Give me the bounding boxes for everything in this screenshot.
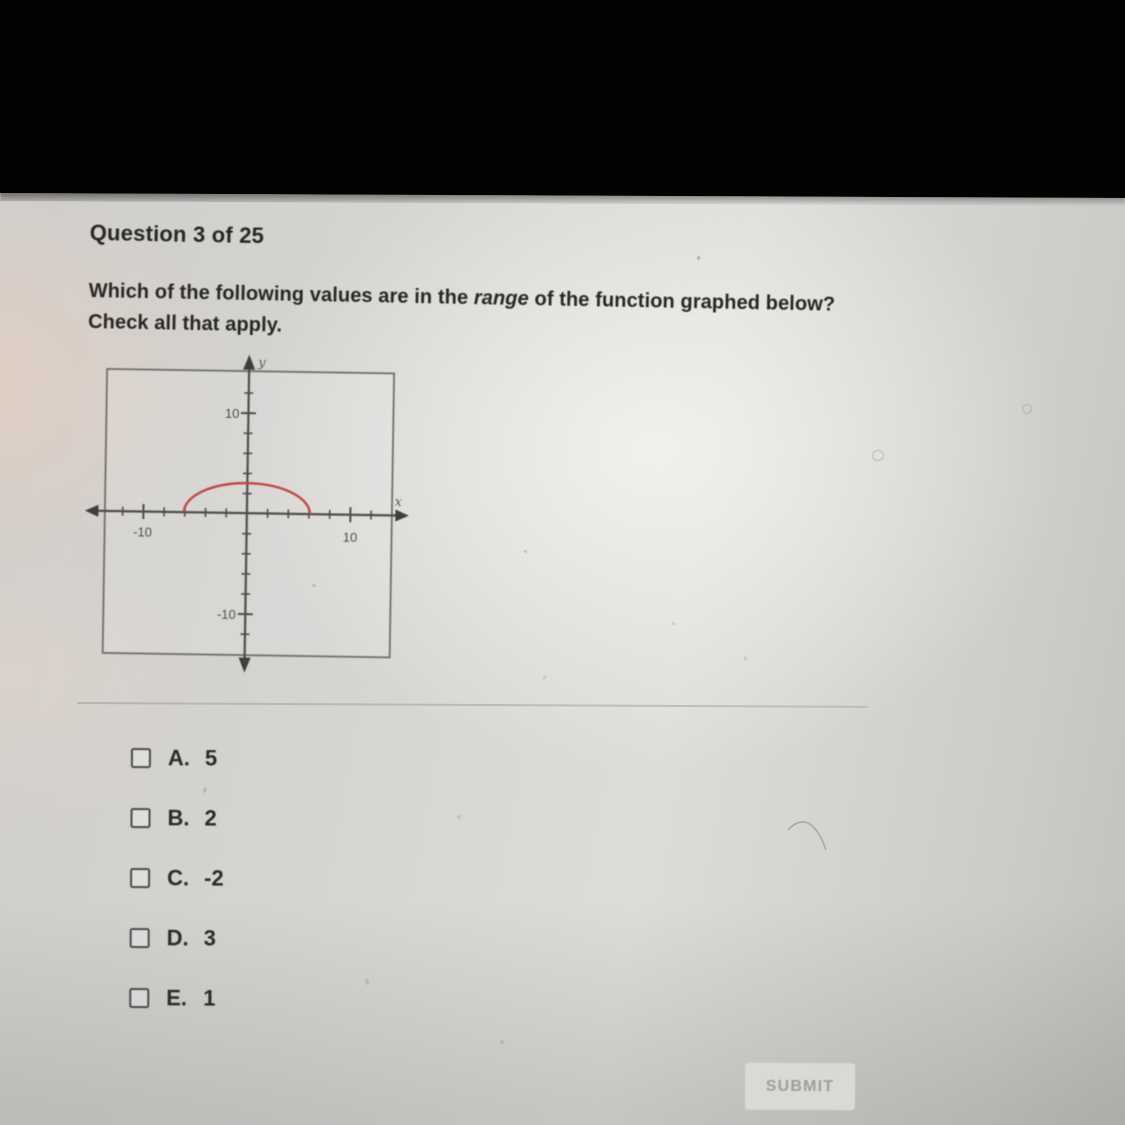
question-text <box>88 276 889 353</box>
checkbox-option-c[interactable] <box>130 868 150 888</box>
photo-artifact <box>500 1040 504 1044</box>
photo-artifact <box>672 622 675 625</box>
y-axis-bottom-arrow-icon <box>238 658 250 673</box>
option-value: 5 <box>204 745 218 771</box>
option-value: 3 <box>203 925 217 951</box>
option-value: -2 <box>203 865 224 891</box>
option-letter: E. <box>166 985 188 1011</box>
function-graph <box>75 345 420 680</box>
option-letter: A. <box>167 745 191 771</box>
option-row-c[interactable] <box>130 867 224 890</box>
photo-artifact <box>524 550 527 553</box>
checkbox-option-b[interactable] <box>130 808 150 828</box>
question-text-before: Which of the following values are in the <box>88 279 475 310</box>
checkbox-option-d[interactable] <box>130 928 150 948</box>
submit-button[interactable]: SUBMIT <box>745 1063 855 1111</box>
question-number: Question 3 of 25 <box>89 220 265 249</box>
graph-svg <box>75 345 420 680</box>
checkbox-option-e[interactable] <box>129 988 149 1008</box>
option-value: 2 <box>204 805 217 831</box>
top-black-bar <box>0 0 1125 198</box>
option-row-d[interactable] <box>130 927 224 950</box>
photo-artifact <box>1022 404 1032 414</box>
y-tick-label-10: 10 <box>224 405 240 422</box>
x-tick-label-10: 10 <box>342 529 358 545</box>
question-text-italic-range: range <box>473 287 530 311</box>
y-axis-letter: y <box>258 355 266 371</box>
photo-artifact <box>543 676 546 679</box>
question-section <box>88 220 890 353</box>
question-text-after: of the function graphed below? <box>528 288 836 316</box>
photo-artifact <box>312 584 316 587</box>
photo-artifact <box>872 450 884 461</box>
answer-options <box>129 747 225 1048</box>
checkbox-option-a[interactable] <box>131 748 151 768</box>
option-letter: D. <box>166 925 189 951</box>
option-value: 1 <box>203 985 216 1011</box>
option-letter: B. <box>167 805 190 831</box>
y-axis-top-arrow-icon <box>243 355 255 370</box>
question-text-line2: Check all that apply. <box>87 310 283 337</box>
section-divider <box>77 702 868 708</box>
option-letter: C. <box>167 865 190 891</box>
photo-artifact <box>744 657 747 660</box>
option-row-e[interactable] <box>129 987 223 1010</box>
scratch-mark <box>780 812 840 860</box>
photo-artifact <box>365 978 369 985</box>
x-axis-right-arrow-icon <box>395 509 409 521</box>
photo-artifact <box>457 815 461 819</box>
x-axis-left-arrow-icon <box>85 505 99 517</box>
x-axis-letter: x <box>394 494 403 511</box>
option-row-b[interactable] <box>130 807 224 830</box>
x-tick-label-neg10: -10 <box>133 524 153 540</box>
y-tick-label-neg10: -10 <box>216 606 236 622</box>
option-row-a[interactable] <box>131 747 225 770</box>
photo-artifact <box>697 256 700 260</box>
